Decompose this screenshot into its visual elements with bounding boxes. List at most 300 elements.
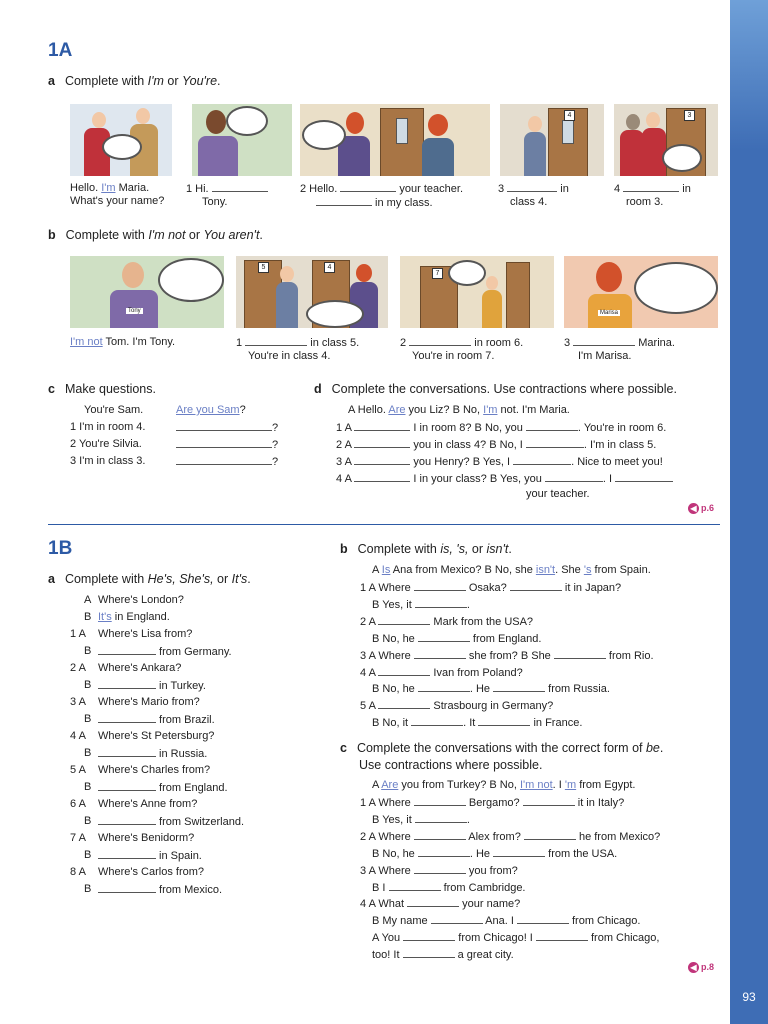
exercise-letter: b [48, 228, 56, 242]
instr-text: . [217, 74, 221, 88]
instr-em: be [645, 741, 660, 755]
caption-text: You're in room 7. [412, 350, 495, 362]
exercise-letter: b [340, 542, 348, 556]
caption-text: Hello. [70, 182, 102, 194]
line-text: . [466, 813, 470, 826]
question-text: 3 I'm in class 3. [70, 455, 146, 467]
instr-text: . [259, 228, 263, 242]
exercise-1a-d-line [336, 455, 663, 469]
line-text: 2 A [336, 439, 355, 451]
answer-blank[interactable] [176, 438, 272, 448]
answer-blank[interactable] [493, 847, 545, 857]
answer-blank[interactable] [573, 336, 635, 346]
dialogue-speaker: 3 A [70, 696, 86, 708]
exercise-1b-b-instruction [340, 542, 512, 556]
line-text: from Chicago, [587, 932, 660, 945]
dialogue-speaker: 4 A [70, 730, 86, 742]
dialogue-line [98, 866, 204, 879]
answer-blank[interactable] [414, 581, 466, 591]
answer-blank[interactable] [316, 196, 372, 206]
instr-em: isn't [486, 542, 509, 556]
example-answer: 'm [564, 779, 577, 791]
caption-text: 4 [614, 183, 624, 195]
instr-text: . [247, 572, 251, 586]
question-mark: ? [272, 422, 279, 434]
answer-blank[interactable] [510, 581, 562, 591]
question-text: 1 I'm in room 4. [70, 421, 146, 433]
name-badge: Marisa [600, 310, 619, 316]
instr-text: or [185, 228, 204, 242]
line-text: from the USA. [545, 847, 618, 860]
dialogue-line [372, 948, 514, 962]
dialogue-line [372, 682, 610, 696]
answer-blank[interactable] [493, 682, 545, 692]
exercise-1a-d-line [336, 421, 666, 435]
answer-blank[interactable] [526, 421, 578, 431]
answer-blank[interactable] [98, 815, 156, 825]
line-text: you in class 4? B No, I [410, 439, 526, 451]
answer-blank[interactable] [545, 472, 603, 482]
answer-blank[interactable] [245, 336, 307, 346]
exercise-letter: c [340, 741, 347, 755]
dialogue-line [98, 611, 170, 624]
dialogue-line [360, 649, 654, 663]
exercise-1a-c-answer-line [176, 438, 278, 452]
line-text: Where's London? [98, 594, 184, 606]
caption-1a-a-4 [614, 182, 691, 209]
example-answer: I'm [483, 404, 498, 416]
exercise-1a-c-item [70, 421, 145, 434]
dialogue-line [360, 581, 621, 595]
caption-text: 1 Hi. [186, 183, 212, 195]
caption-text: in my class. [372, 197, 433, 209]
dialogue-speaker: A [84, 594, 92, 606]
instr-text: Complete with [64, 572, 148, 586]
line-text: A Hello. [348, 404, 389, 416]
exercise-1a-c-item [70, 455, 145, 468]
line-text: Where's Mario from? [98, 696, 200, 708]
exercise-letter: d [314, 382, 322, 396]
caption-text: 1 [236, 337, 246, 349]
line-text: from Chicago. [568, 915, 641, 928]
line-text: A [372, 779, 382, 791]
dialogue-speaker: B [84, 611, 92, 623]
answer-blank[interactable] [414, 796, 466, 806]
line-text: 4 A [360, 666, 379, 679]
dialogue-line [372, 931, 659, 945]
answer-blank[interactable] [414, 830, 466, 840]
answer-blank[interactable] [98, 747, 156, 757]
caption-text: 3 [564, 337, 574, 349]
answer-blank[interactable] [378, 699, 430, 709]
answer-blank[interactable] [98, 849, 156, 859]
line-text: . [466, 598, 470, 611]
line-text: in Russia. [156, 748, 208, 760]
line-text: Ana from Mexico? B No, she [390, 564, 536, 576]
dialogue-line [98, 883, 222, 897]
caption-text: in class 5. [307, 337, 360, 349]
line-text: Ivan from Poland? [430, 666, 523, 679]
line-text: . She [555, 564, 584, 576]
line-text: 3 A [336, 456, 355, 468]
line-text: Where's Lisa from? [98, 628, 193, 640]
exercise-1b-c-example [372, 779, 635, 792]
example-answer: I'm [101, 182, 116, 194]
caption-1a-b-2 [400, 336, 523, 363]
answer-blank[interactable] [378, 615, 430, 625]
exercise-letter: a [48, 74, 55, 88]
line-text: Where's Ankara? [98, 662, 182, 674]
answer-blank[interactable] [418, 847, 470, 857]
instr-text: . [508, 542, 512, 556]
dialogue-line [372, 716, 582, 730]
picture-maria-meeting [70, 104, 172, 176]
line-text: from Germany. [156, 646, 232, 658]
line-text: B No, he [372, 683, 418, 696]
line-text: . It [463, 717, 479, 730]
instr-em: He's, She's, [147, 572, 214, 586]
caption-1a-a-0 [70, 182, 164, 208]
answer-blank[interactable] [411, 716, 463, 726]
dialogue-line [360, 666, 523, 680]
answer-blank[interactable] [418, 682, 470, 692]
section-1a-title: 1A [48, 40, 73, 61]
page-reference-link[interactable] [688, 503, 714, 514]
line-text: 2 A Where [360, 830, 414, 843]
answer-blank[interactable] [354, 455, 410, 465]
dialogue-line [98, 594, 184, 607]
caption-text: your teacher. [396, 183, 464, 195]
line-text: B My name [372, 915, 431, 928]
dialogue-line [98, 849, 202, 863]
exercise-1b-a-instruction [48, 572, 251, 586]
sidebar-tab [730, 0, 768, 150]
caption-1a-b-3 [564, 336, 675, 363]
answer-blank[interactable] [212, 182, 268, 192]
picture-tony [192, 104, 292, 176]
line-text: it in Japan? [561, 582, 622, 594]
example-answer: isn't [535, 564, 556, 576]
dialogue-line [98, 662, 181, 675]
instr-text: Complete with [357, 542, 441, 556]
answer-blank[interactable] [414, 864, 466, 874]
question-mark: ? [272, 439, 279, 451]
line-text: a great city. [454, 949, 514, 962]
instr-text: Complete the conversations. Use contractions where possible. [331, 382, 677, 396]
line-text: B No, he [372, 632, 418, 645]
instr-text: or [213, 572, 232, 586]
example-answer: Are you Sam [176, 404, 240, 416]
dialogue-speaker: B [84, 679, 92, 691]
section-divider [48, 524, 720, 525]
caption-text: class 4. [510, 196, 548, 208]
line-text: . I [552, 779, 565, 791]
exercise-1a-c-item [70, 438, 142, 451]
dialogue-line [372, 847, 617, 861]
caption-text: Maria. [115, 182, 150, 194]
line-text: Bergamo? [465, 797, 523, 809]
line-text: you from? [465, 864, 518, 877]
line-text: in France. [530, 717, 583, 730]
answer-blank[interactable] [415, 813, 467, 823]
example-answer: Are [381, 779, 399, 791]
exercise-1a-a-instruction [48, 74, 221, 88]
line-text: he from Mexico? [575, 830, 661, 843]
line-text: from Cambridge. [440, 881, 526, 894]
line-text: from Brazil. [156, 714, 215, 726]
dialogue-line [98, 730, 214, 743]
dialogue-line [98, 764, 210, 777]
question-text: You're Sam. [84, 404, 144, 416]
answer-blank[interactable] [524, 830, 576, 840]
line-text: Mark from the USA? [430, 615, 534, 628]
line-text: B I [372, 881, 389, 894]
line-text: 1 A Where [360, 582, 414, 594]
line-text: I in your class? B Yes, you [410, 473, 545, 485]
answer-blank[interactable] [340, 182, 396, 192]
ref-text: p.8 [701, 962, 715, 972]
exercise-1a-d-example [348, 404, 570, 417]
line-text: you Liz? B No, [405, 404, 484, 416]
page-number: 93 [742, 990, 756, 1004]
dialogue-line [372, 632, 541, 646]
picture-tony-badge [70, 256, 224, 328]
instr-text: Make questions. [64, 382, 156, 396]
dialogue-line [372, 813, 470, 827]
caption-text: Tony. [202, 196, 228, 208]
caption-text: What's your name? [70, 195, 165, 207]
picture-room-3: 3 [614, 104, 718, 176]
line-text: from Switzerland. [156, 816, 245, 828]
dialogue-line [98, 832, 194, 845]
line-text: Strasbourg in Germany? [430, 700, 554, 713]
exercise-1a-c-example-answer [176, 404, 246, 417]
instr-text: Complete with [65, 228, 149, 242]
answer-blank[interactable] [389, 881, 441, 891]
line-text: B Yes, it [372, 598, 415, 611]
section-1b-title: 1B [48, 538, 73, 559]
exercise-1a-d-last [526, 488, 590, 501]
caption-text: in room 6. [471, 337, 524, 349]
answer-blank[interactable] [176, 421, 272, 431]
answer-blank[interactable] [623, 182, 679, 192]
line-text: Where's Anne from? [98, 798, 198, 810]
dialogue-line [98, 747, 207, 761]
answer-blank[interactable] [176, 455, 272, 465]
caption-text: I'm Marisa. [578, 350, 632, 362]
exercise-1b-b-example [372, 564, 651, 577]
dialogue-line [98, 679, 206, 693]
answer-blank[interactable] [407, 897, 459, 907]
instr-text: Complete the conversations with the correct form of [356, 741, 646, 755]
line-text: in England. [111, 611, 170, 623]
caption-text: Tom. I'm Tony. [102, 336, 176, 348]
page-reference-link[interactable] [688, 962, 714, 973]
example-answer: It's [98, 611, 112, 623]
answer-blank[interactable] [415, 598, 467, 608]
instr-text: or [468, 542, 487, 556]
caption-text: in [679, 183, 691, 195]
answer-blank[interactable] [536, 931, 588, 941]
answer-blank[interactable] [403, 948, 455, 958]
caption-1a-a-1 [186, 182, 268, 209]
line-text: Where's Charles from? [98, 764, 211, 776]
caption-text: You're in class 4. [248, 350, 331, 362]
line-text: B No, it [372, 717, 412, 730]
line-text: from Russia. [545, 683, 610, 696]
caption-1a-a-3 [498, 182, 569, 209]
example-answer: I'm not [70, 336, 103, 348]
line-text: 3 A Where [360, 864, 414, 877]
answer-blank[interactable] [523, 796, 575, 806]
exercise-1a-c-answer-line [176, 421, 278, 435]
exercise-1a-c-answer-line [176, 455, 278, 469]
line-text: A You [372, 932, 404, 945]
instr-em: I'm [147, 74, 164, 88]
dialogue-line [98, 815, 244, 829]
line-text: not. I'm Maria. [497, 404, 570, 416]
dialogue-speaker: B [84, 815, 92, 827]
dialogue-line [98, 781, 228, 795]
line-text: Alex from? [465, 830, 524, 843]
dialogue-line [372, 598, 470, 612]
answer-blank[interactable] [98, 781, 156, 791]
dialogue-speaker: B [84, 849, 92, 861]
line-text: in Spain. [156, 850, 202, 862]
answer-blank[interactable] [431, 914, 483, 924]
instr-text: Use contractions where possible. [359, 758, 543, 772]
line-text: . Nice to meet you! [571, 456, 663, 468]
dialogue-line [372, 881, 526, 895]
dialogue-speaker: 1 A [70, 628, 86, 640]
line-text: from Rio. [605, 649, 654, 662]
instr-em: You aren't [203, 228, 260, 242]
line-text: . I [602, 473, 616, 485]
question-mark: ? [239, 404, 246, 416]
answer-blank[interactable] [513, 455, 571, 465]
line-text: . You're in room 6. [577, 422, 667, 434]
instr-em: is, 's, [440, 542, 469, 556]
exercise-1a-c-instruction [48, 382, 156, 396]
answer-blank[interactable] [615, 472, 673, 482]
line-text: 5 A [360, 700, 379, 713]
line-text: from Egypt. [576, 779, 636, 791]
exercise-1b-c-instruction [340, 740, 663, 774]
line-text: 3 A Where [360, 649, 414, 662]
exercise-1a-d-line [336, 472, 673, 486]
answer-blank[interactable] [354, 438, 410, 448]
arrow-left-icon: ◀ [688, 503, 699, 514]
dialogue-speaker: 7 A [70, 832, 86, 844]
dialogue-speaker: B [84, 781, 92, 793]
answer-blank[interactable] [478, 716, 530, 726]
answer-blank[interactable] [98, 679, 156, 689]
dialogue-speaker: 6 A [70, 798, 86, 810]
answer-blank[interactable] [378, 666, 430, 676]
sidebar-strip [730, 0, 768, 1024]
line-text: . He [469, 683, 494, 696]
caption-1a-b-1 [236, 336, 359, 363]
exercise-1a-c-example [84, 404, 143, 417]
example-answer: Are [388, 404, 406, 416]
ref-text: p.6 [701, 503, 715, 513]
exercise-1a-d-instruction [314, 382, 677, 396]
example-answer: 's [583, 564, 592, 576]
line-text: . He [469, 847, 494, 860]
line-text: Where's St Petersburg? [98, 730, 215, 742]
caption-1a-a-2 [300, 182, 463, 210]
example-answer: I'm not [519, 779, 553, 791]
line-text: 4 A What [360, 898, 408, 911]
arrow-left-icon: ◀ [688, 962, 699, 973]
answer-blank[interactable] [526, 438, 584, 448]
line-text: B Yes, it [372, 813, 415, 826]
dialogue-speaker: B [84, 883, 92, 895]
line-text: you Henry? B Yes, I [410, 456, 514, 468]
dialogue-line [360, 796, 624, 810]
line-text: Where's Benidorm? [98, 832, 195, 844]
answer-blank[interactable] [354, 421, 410, 431]
dialogue-speaker: 5 A [70, 764, 86, 776]
dialogue-line [98, 696, 200, 709]
instr-text: Complete with [64, 74, 148, 88]
line-text: you from Turkey? B No, [398, 779, 520, 791]
answer-blank[interactable] [403, 931, 455, 941]
caption-text: 2 Hello. [300, 183, 341, 195]
answer-blank[interactable] [517, 914, 569, 924]
instr-text: or [163, 74, 182, 88]
answer-blank[interactable] [554, 649, 606, 659]
dialogue-line [360, 830, 660, 844]
exercise-1a-b-instruction [48, 228, 263, 242]
example-answer: Is [381, 564, 391, 576]
line-text: in Turkey. [156, 680, 206, 692]
exercise-letter: c [48, 382, 55, 396]
line-text: Ana. I [482, 915, 517, 928]
line-text: your name? [459, 898, 521, 911]
answer-blank[interactable] [98, 645, 156, 655]
caption-text: room 3. [626, 196, 664, 208]
line-text: 4 A [336, 473, 355, 485]
picture-marisa [564, 256, 718, 328]
line-text: she from? B She [465, 649, 554, 662]
question-text: 2 You're Silvia. [70, 438, 142, 450]
instr-em: It's [231, 572, 248, 586]
picture-class-4: 4 [500, 104, 604, 176]
line-text: from Spain. [591, 564, 651, 576]
answer-blank[interactable] [98, 883, 156, 893]
caption-text: 3 [498, 183, 508, 195]
answer-blank[interactable] [418, 632, 470, 642]
line-text: 1 A [336, 422, 355, 434]
caption-text: in [557, 183, 569, 195]
dialogue-speaker: 2 A [70, 662, 86, 674]
line-text: from Chicago! I [455, 932, 536, 945]
answer-blank[interactable] [98, 713, 156, 723]
answer-blank[interactable] [354, 472, 410, 482]
dialogue-line [98, 798, 197, 811]
dialogue-speaker: B [84, 747, 92, 759]
answer-blank[interactable] [409, 336, 471, 346]
instr-text: . [659, 741, 664, 755]
answer-blank[interactable] [507, 182, 557, 192]
dialogue-speaker: B [84, 645, 92, 657]
dialogue-line [372, 914, 640, 928]
instr-em: You're [181, 74, 218, 88]
dialogue-line [360, 864, 518, 878]
answer-blank[interactable] [414, 649, 466, 659]
line-text: it in Italy? [574, 797, 625, 809]
